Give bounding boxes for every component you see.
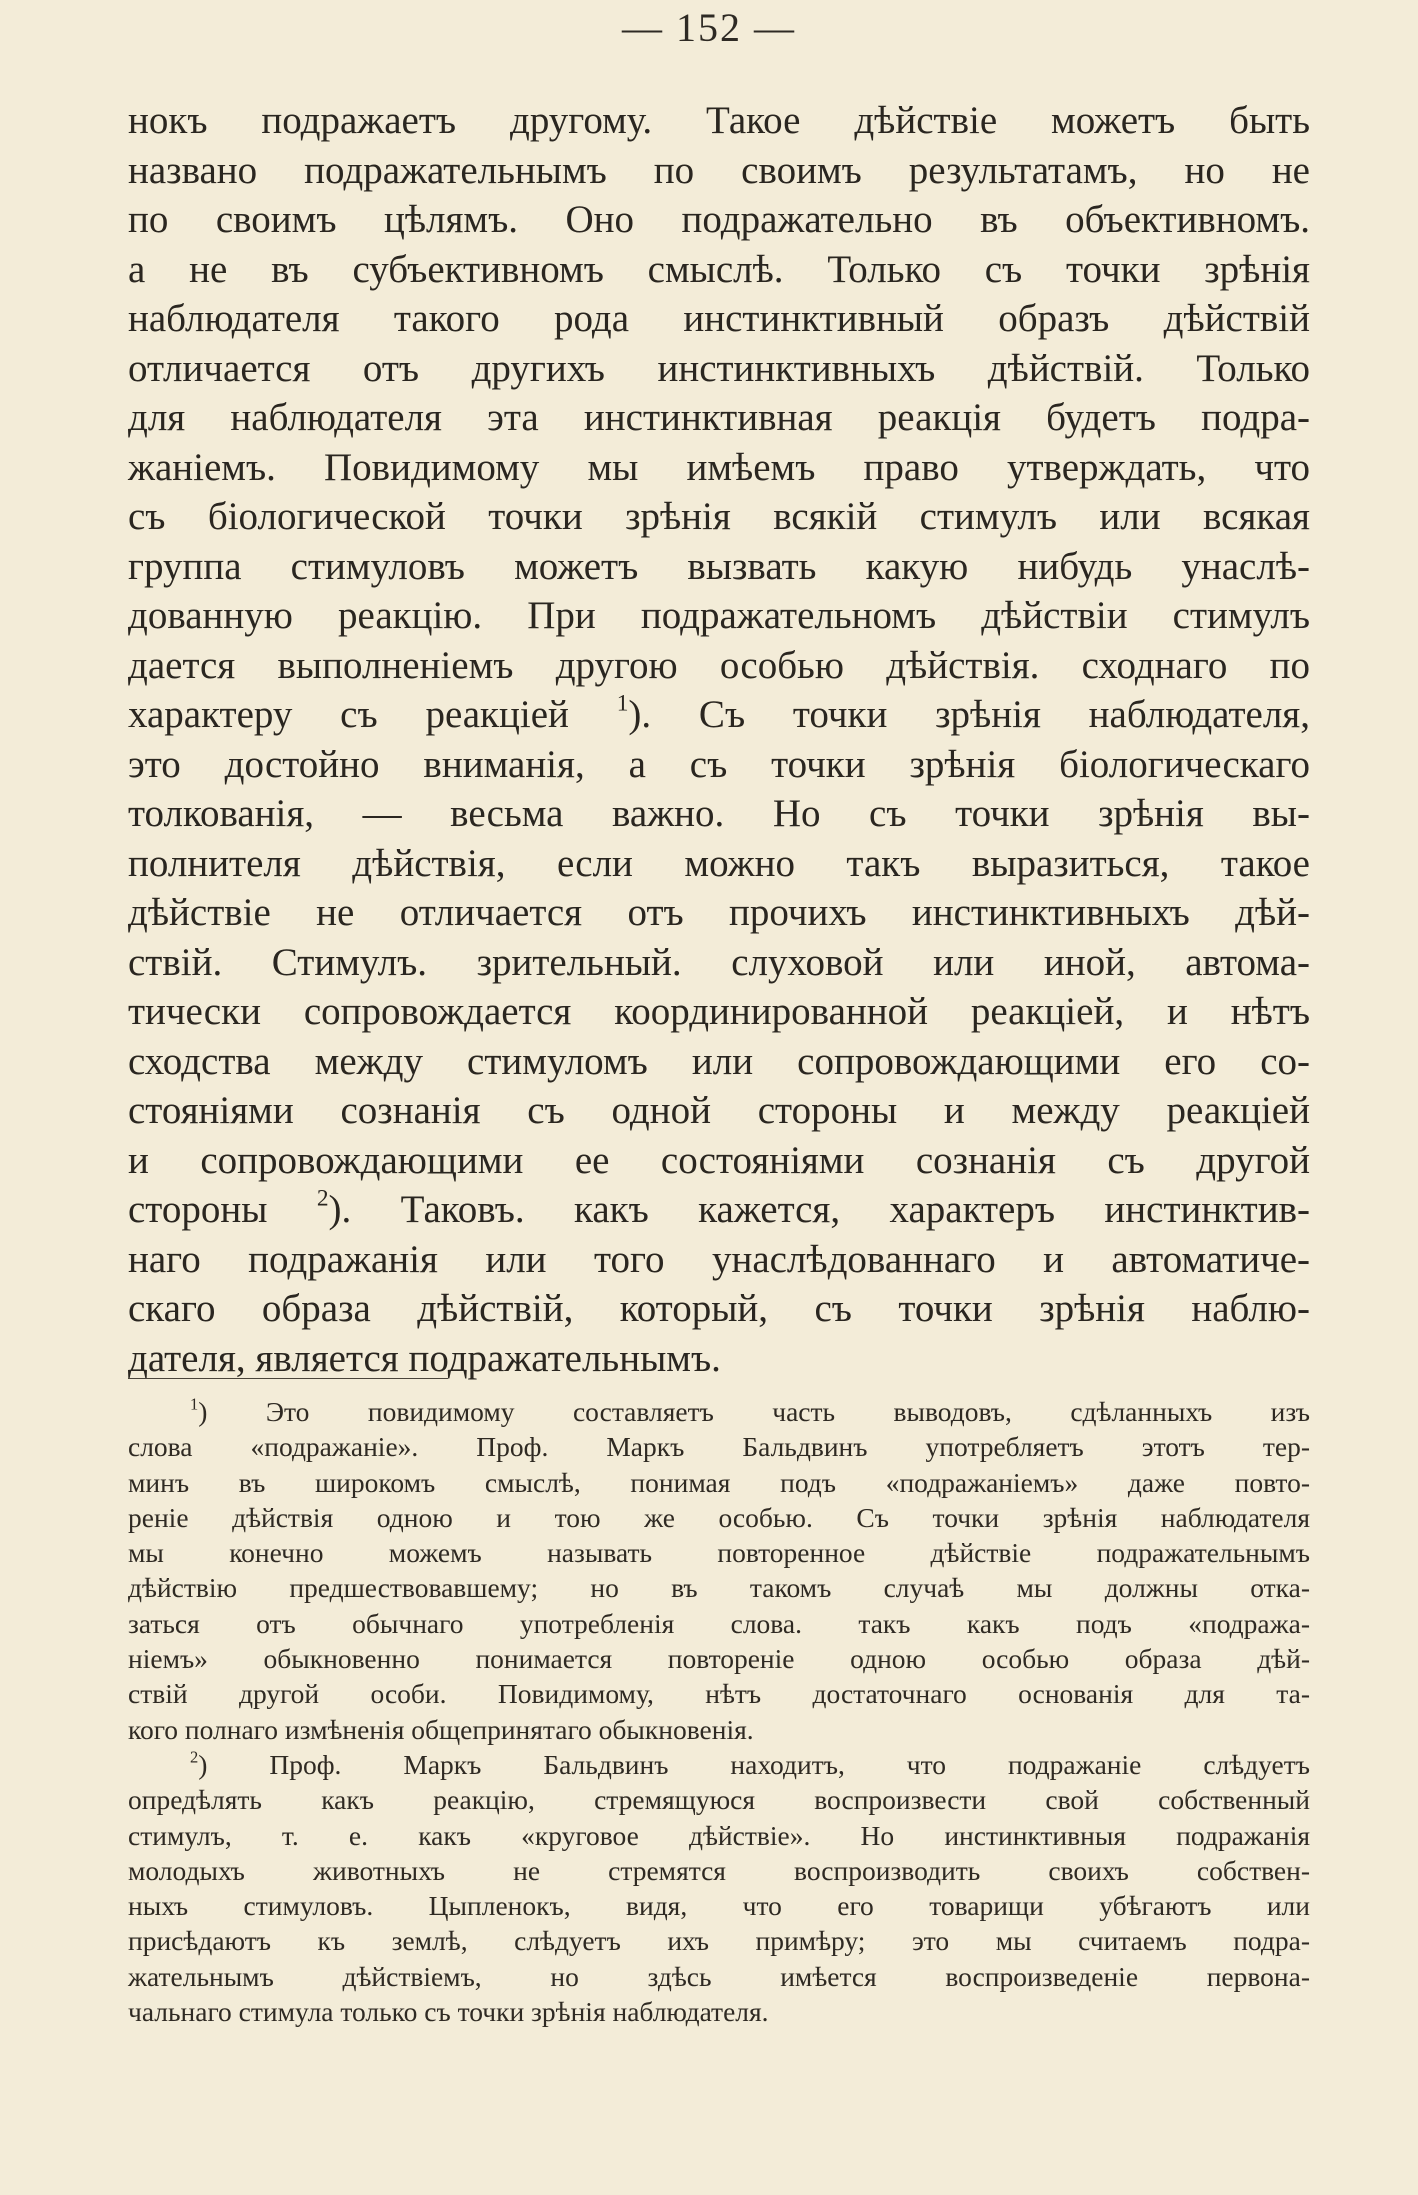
text-line: группа стимуловъ можетъ вызвать какую нибудь унаслѣ- xyxy=(128,544,1310,588)
text-line: тически сопровождается координированной реакціей, и нѣтъ xyxy=(128,990,1310,1033)
text-line: и сопровождающими ее состояніями сознанія съ другой xyxy=(128,1138,1310,1182)
footnote-ref-2[interactable]: 2 xyxy=(316,1185,329,1212)
footnote-1-line: слова «подражаніе». Проф. Маркъ Бальдвинъ употребляетъ этотъ тер- xyxy=(128,1431,1310,1463)
text-line: отличается отъ другихъ инстинктивныхъ дѣйствій. Только xyxy=(128,346,1310,390)
text-line: стояніями сознанія съ одной стороны и между реакціей xyxy=(128,1089,1310,1132)
text-line: съ біологической точки зрѣнія всякій стимулъ или всякая xyxy=(128,495,1310,538)
text-line: по своимъ цѣлямъ. Оно подражательно въ объективномъ. xyxy=(128,198,1310,241)
footnote-1-line: минъ въ широкомъ смыслѣ, понимая подъ «подражаніемъ» даже повто- xyxy=(128,1466,1310,1498)
footnote-2-line: присѣдаютъ къ землѣ, слѣдуетъ ихъ примѣру; это мы считаемъ подра- xyxy=(128,1925,1310,1957)
footnote-marker-1: 1 xyxy=(190,1394,199,1414)
footnote-1-line xyxy=(128,1394,1310,1429)
text-line: скаго образа дѣйствій, который, съ точки зрѣнія наблю- xyxy=(128,1287,1310,1330)
main-text xyxy=(128,96,1310,1383)
text-line: для наблюдателя эта инстинктивная реакція будетъ подра- xyxy=(128,396,1310,439)
text-segment: ) Проф. Маркъ Бальдвинъ находитъ, что подражаніе слѣдуетъ xyxy=(198,1748,1310,1780)
footnote-1-line: кого полнаго измѣненія общепринятаго обыкновенія. xyxy=(128,1713,754,1745)
text-line: дованную реакцію. При подражательномъ дѣйствіи стимулъ xyxy=(128,594,1310,637)
text-line: а не въ субъективномъ смыслѣ. Только съ точки зрѣнія xyxy=(128,247,1310,291)
footnote-2-line: чальнаго стимула только съ точки зрѣнія наблюдателя. xyxy=(128,1996,769,2028)
text-line: наго подражанія или того унаслѣдованнаго и автоматиче- xyxy=(128,1237,1310,1281)
footnote-1-line: мы конечно можемъ называть повторенное дѣйствіе подражательнымъ xyxy=(128,1537,1310,1569)
footnote-1-line: дѣйствію предшествовавшему; но въ такомъ случаѣ мы должны отка- xyxy=(128,1572,1310,1604)
footnote-2-line: жательнымъ дѣйствіемъ, но здѣсь имѣется воспроизведеніе первона- xyxy=(128,1960,1310,1992)
text-line: дается выполненіемъ другою особью дѣйствія. сходнаго по xyxy=(128,643,1310,687)
text-line: жаніемъ. Повидимому мы имѣемъ право утверждать, что xyxy=(128,445,1310,489)
footnote-marker-2: 2 xyxy=(190,1747,199,1767)
footnote-divider xyxy=(128,1378,448,1379)
text-line: наблюдателя такого рода инстинктивный образъ дѣйствій xyxy=(128,297,1310,340)
text-segment: ). Таковъ. какъ кажется, характеръ инстинктив- xyxy=(328,1188,1310,1231)
text-line: толкованія, — весьма важно. Но съ точки зрѣнія вы- xyxy=(128,792,1310,835)
text-segment: стороны xyxy=(128,1188,268,1231)
text-line: названо подражательнымъ по своимъ результатамъ, но не xyxy=(128,148,1310,192)
text-segment: характеру съ реакціей xyxy=(128,693,569,736)
footnote-2-line: ныхъ стимуловъ. Цыпленокъ, видя, что его товарищи убѣгаютъ или xyxy=(128,1890,1310,1922)
footnote-2-line: молодыхъ животныхъ не стремятся воспроизводить своихъ собствен- xyxy=(128,1854,1310,1886)
text-line xyxy=(128,1185,1310,1235)
footnote-1-line: реніе дѣйствія одною и тою же особью. Съ точки зрѣнія наблюдателя xyxy=(128,1501,1310,1533)
footnote-ref-1[interactable]: 1 xyxy=(616,690,629,717)
page-number: — 152 — xyxy=(622,5,796,50)
text-segment: ) Это повидимому составляетъ часть выводовъ, сдѣланныхъ изъ xyxy=(198,1396,1310,1427)
footnote-1-line: заться отъ обычнаго употребленія слова. такъ какъ подъ «подража- xyxy=(128,1607,1310,1639)
text-segment: ). Съ точки зрѣнія наблюдателя, xyxy=(628,693,1310,736)
footnote-2-line: опредѣлять какъ реакцію, стремящуюся воспроизвести свой собственный xyxy=(128,1784,1310,1816)
text-line: дателя, является подражательнымъ. xyxy=(128,1336,721,1380)
text-line xyxy=(128,690,1310,740)
text-line: дѣйствіе не отличается отъ прочихъ инстинктивныхъ дѣй- xyxy=(128,891,1310,934)
text-line: ствій. Стимулъ. зрительный. слуховой или иной, автома- xyxy=(128,940,1310,984)
text-line: нокъ подражаетъ другому. Такое дѣйствіе можетъ быть xyxy=(128,99,1310,142)
footnote-1-line: ніемъ» обыкновенно понимается повтореніе одною особью образа дѣй- xyxy=(128,1643,1310,1675)
footnote-2-line: стимулъ, т. е. какъ «круговое дѣйствіе». Но инстинктивныя подражанія xyxy=(128,1819,1310,1851)
footnotes xyxy=(128,1394,1310,2029)
footnote-1-line: ствій другой особи. Повидимому, нѣтъ достаточнаго основанія для та- xyxy=(128,1678,1310,1710)
text-line: полнителя дѣйствія, если можно такъ выразиться, такое xyxy=(128,841,1310,885)
text-line: это достойно вниманія, а съ точки зрѣнія біологическаго xyxy=(128,742,1310,786)
footnote-2-line xyxy=(128,1747,1310,1782)
text-line: сходства между стимуломъ или сопровождающими его со- xyxy=(128,1039,1310,1083)
